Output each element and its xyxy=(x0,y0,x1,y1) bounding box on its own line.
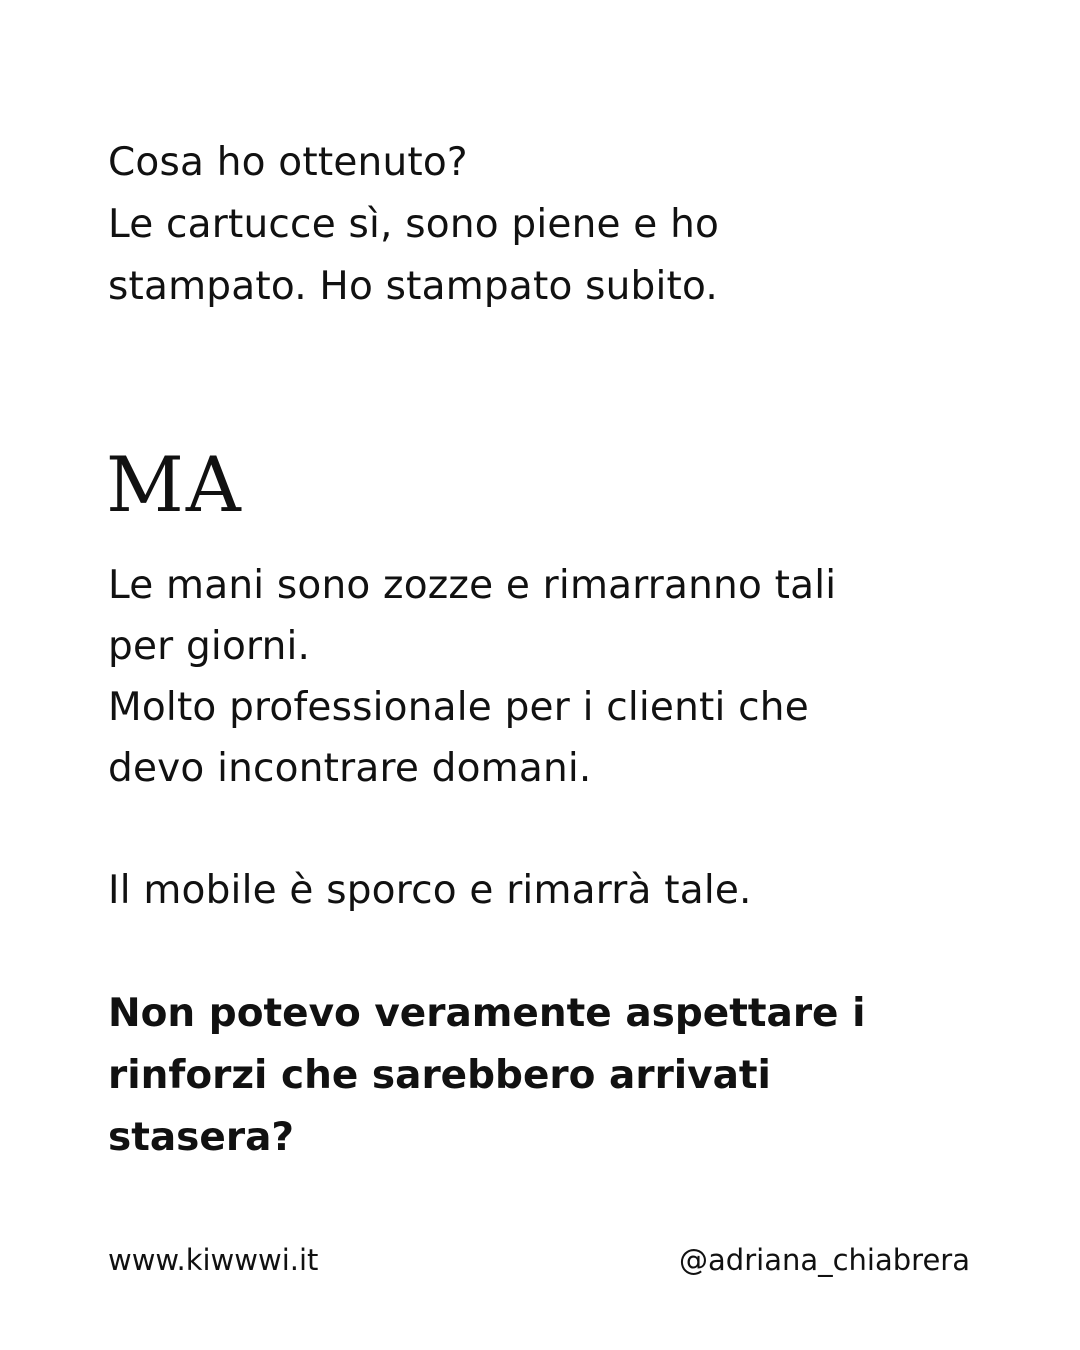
body-line: per giorni. xyxy=(108,624,311,669)
intro-line: Le cartucce sì, sono piene e ho xyxy=(108,202,720,247)
social-handle[interactable]: @adriana_chiabrera xyxy=(679,1243,970,1277)
intro-text xyxy=(108,132,968,318)
website-link[interactable]: www.kiwwwi.it xyxy=(108,1243,319,1277)
body-line: Le mani sono zozze e rimarranno tali xyxy=(108,563,837,608)
intro-line: Cosa ho ottenuto? xyxy=(108,140,468,185)
body-line: Molto professionale per i clienti che xyxy=(108,685,809,730)
headline: MA xyxy=(106,440,243,529)
body-line: devo incontrare domani. xyxy=(108,746,592,791)
intro-line: stampato. Ho stampato subito. xyxy=(108,264,718,309)
question-line: rinforzi che sarebbero arrivati xyxy=(108,1053,771,1098)
body-line: Il mobile è sporco e rimarrà tale. xyxy=(108,868,752,913)
question-text xyxy=(108,983,988,1169)
question-line: Non potevo veramente aspettare i xyxy=(108,991,866,1036)
body-text xyxy=(108,555,988,921)
question-line: stasera? xyxy=(108,1115,295,1160)
